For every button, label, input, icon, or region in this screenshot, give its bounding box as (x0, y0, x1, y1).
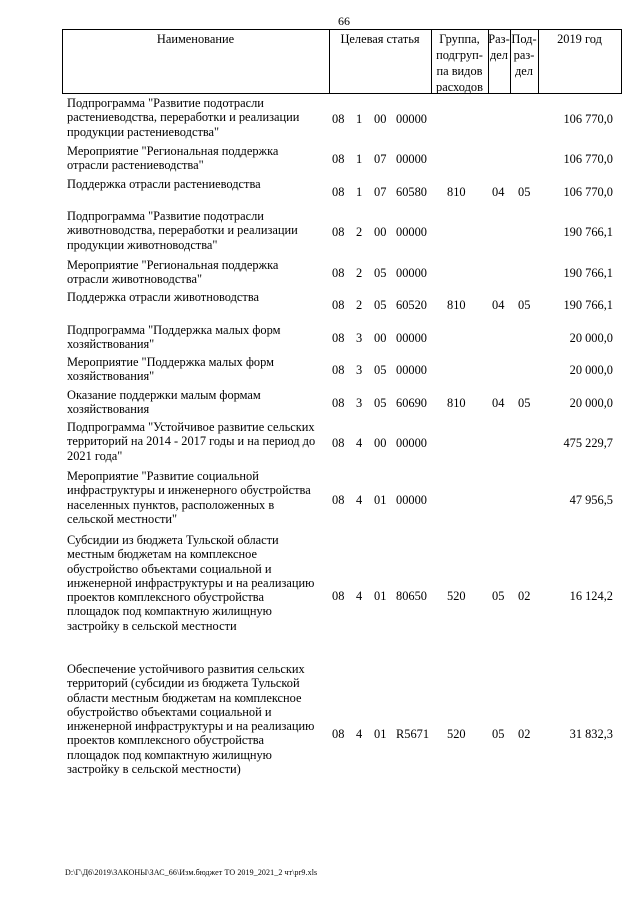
row-name-line: Поддержка отрасли растениеводства (67, 177, 261, 191)
header-name: Наименование (156, 32, 235, 46)
row-name (67, 258, 329, 287)
row-name-line: площадок под компактную жилищную (67, 604, 272, 619)
row-name-line: хозяйствования" (67, 369, 155, 384)
code-event: 00 (374, 331, 387, 345)
row-name-line: растениеводства, переработки и реализации (67, 110, 300, 125)
row-name-line: Подпрограмма "Устойчивое развитие сельских (67, 420, 315, 434)
code-program: 08 (332, 331, 345, 345)
code-subprogram: 4 (356, 589, 363, 603)
header-target-article: Целевая статья (340, 32, 420, 46)
row-name-line: Поддержка отрасли животноводства (67, 290, 260, 304)
code-program: 08 (332, 589, 345, 603)
code-program: 08 (332, 185, 345, 199)
row-name-line: застройку в сельской местности (67, 618, 237, 633)
code-direction: 00000 (396, 266, 427, 280)
amount-2019: 20 000,0 (569, 363, 613, 377)
row-name-line: площадок под компактную жилищную (67, 747, 272, 762)
page-number: 66 (338, 14, 350, 28)
code-direction: 60690 (396, 396, 427, 410)
section-code: 05 (492, 589, 505, 603)
code-event: 00 (374, 225, 387, 239)
row-name-line: Мероприятие "Региональная поддержка (67, 144, 279, 158)
row-name (67, 144, 329, 173)
subsection-code: 05 (518, 298, 531, 312)
row-name-line: обустройство объектами социальной и (67, 704, 272, 719)
expense-group: 810 (447, 396, 466, 410)
row-name (67, 469, 329, 526)
code-direction: 00000 (396, 436, 427, 450)
code-program: 08 (332, 298, 345, 312)
code-program: 08 (332, 493, 345, 507)
code-event: 05 (374, 396, 387, 410)
code-event: 01 (374, 589, 387, 603)
row-name-line: продукции животноводства" (67, 237, 218, 252)
code-program: 08 (332, 225, 345, 239)
row-name-line: хозяйствования (67, 402, 150, 417)
expense-group: 520 (447, 589, 466, 603)
subsection-code: 05 (518, 396, 531, 410)
row-name-line: Мероприятие "Развитие социальной (67, 469, 259, 483)
row-name-line: Обеспечение устойчивого развития сельских (67, 662, 305, 676)
amount-2019: 31 832,3 (569, 727, 613, 741)
amount-2019: 20 000,0 (569, 331, 613, 345)
table-header (62, 29, 622, 94)
row-name-line: Подпрограмма "Развитие подотрасли (67, 209, 264, 223)
row-name-line: Мероприятие "Региональная поддержка (67, 258, 279, 272)
row-name-line: области местным бюджетам на комплексное (67, 690, 302, 705)
row-name-line: обустройство объектами социальной и (67, 561, 272, 576)
code-event: 05 (374, 298, 387, 312)
code-event: 07 (374, 152, 387, 166)
row-name-line: инфраструктуры и инженерного обустройства (67, 483, 311, 498)
amount-2019: 106 770,0 (563, 185, 613, 199)
expense-group: 810 (447, 185, 466, 199)
row-name-line: местным бюджетам на комплексное (67, 547, 258, 562)
code-program: 08 (332, 396, 345, 410)
code-program: 08 (332, 363, 345, 377)
header-year: 2019 год (557, 32, 602, 46)
code-direction: 00000 (396, 112, 427, 126)
code-subprogram: 4 (356, 493, 363, 507)
footer-path: D:\Г\Д6\2019\ЗАКОНЫ\ЗАС_66\Изм.бюджет ТО 2019_2021_2 чт\pr9.xls (65, 868, 318, 877)
code-direction: 60580 (396, 185, 427, 199)
code-subprogram: 3 (356, 363, 363, 377)
code-direction: 00000 (396, 225, 427, 239)
header-group: Группа, подгруп- па видов расходов (436, 32, 483, 94)
amount-2019: 190 766,1 (563, 225, 613, 239)
row-name (67, 209, 329, 252)
row-name (67, 290, 329, 304)
row-name-line: инженерной инфраструктуры и на реализацию (67, 719, 315, 734)
section-code: 05 (492, 727, 505, 741)
row-name-line: Оказание поддержки малым формам (67, 388, 261, 402)
code-direction: 00000 (396, 152, 427, 166)
row-name (67, 533, 329, 633)
code-event: 07 (374, 185, 387, 199)
row-name (67, 662, 329, 776)
row-name (67, 96, 329, 139)
code-subprogram: 2 (356, 298, 363, 312)
row-name-line: населенных пунктов, расположенных в (67, 497, 275, 512)
code-program: 08 (332, 112, 345, 126)
amount-2019: 190 766,1 (563, 266, 613, 280)
code-subprogram: 4 (356, 727, 363, 741)
row-name-line: территорий (субсидии из бюджета Тульской (67, 676, 300, 691)
code-direction: 00000 (396, 331, 427, 345)
code-event: 01 (374, 727, 387, 741)
code-subprogram: 4 (356, 436, 363, 450)
row-name (67, 388, 329, 417)
row-name-line: Мероприятие "Поддержка малых форм (67, 355, 274, 369)
subsection-code: 02 (518, 727, 531, 741)
row-name-line: хозяйствования" (67, 337, 155, 352)
expense-group: 520 (447, 727, 466, 741)
row-name-line: отрасли животноводства" (67, 272, 203, 287)
section-code: 04 (492, 298, 505, 312)
amount-2019: 475 229,7 (563, 436, 613, 450)
row-name-line: застройку в сельской местности) (67, 762, 241, 777)
row-name (67, 355, 329, 384)
row-name-line: сельской местности" (67, 511, 178, 526)
amount-2019: 106 770,0 (563, 152, 613, 166)
row-name (67, 420, 329, 463)
subsection-code: 05 (518, 185, 531, 199)
code-direction: 80650 (396, 589, 427, 603)
section-code: 04 (492, 396, 505, 410)
code-event: 00 (374, 436, 387, 450)
code-program: 08 (332, 727, 345, 741)
row-name-line: Субсидии из бюджета Тульской области (67, 533, 279, 547)
code-subprogram: 3 (356, 331, 363, 345)
row-name-line: отрасли растениеводства" (67, 158, 204, 173)
row-name-line: животноводства, переработки и реализации (67, 223, 298, 238)
row-name-line: инженерной инфраструктуры и на реализацию (67, 575, 315, 590)
code-event: 00 (374, 112, 387, 126)
header-subsection: Под- раз- дел (511, 32, 537, 78)
row-name-line: Подпрограмма "Развитие подотрасли (67, 96, 264, 110)
code-subprogram: 1 (356, 185, 363, 199)
subsection-code: 02 (518, 589, 531, 603)
code-direction: 60520 (396, 298, 427, 312)
code-event: 01 (374, 493, 387, 507)
row-name-line: 2021 года" (67, 448, 123, 463)
code-subprogram: 2 (356, 225, 363, 239)
code-subprogram: 1 (356, 152, 363, 166)
row-name-line: Подпрограмма "Поддержка малых форм (67, 323, 281, 337)
row-name-line: продукции растениеводства" (67, 124, 220, 139)
amount-2019: 106 770,0 (563, 112, 613, 126)
section-code: 04 (492, 185, 505, 199)
row-name (67, 323, 329, 352)
expense-group: 810 (447, 298, 466, 312)
code-event: 05 (374, 363, 387, 377)
amount-2019: 47 956,5 (569, 493, 613, 507)
row-name-line: проектов комплексного обустройства (67, 733, 264, 748)
code-subprogram: 3 (356, 396, 363, 410)
code-direction: R5671 (396, 727, 430, 741)
row-name-line: территорий на 2014 - 2017 годы и на период до (67, 434, 316, 449)
amount-2019: 20 000,0 (569, 396, 613, 410)
code-event: 05 (374, 266, 387, 280)
amount-2019: 16 124,2 (569, 589, 613, 603)
code-direction: 00000 (396, 363, 427, 377)
code-program: 08 (332, 152, 345, 166)
amount-2019: 190 766,1 (563, 298, 613, 312)
row-name (67, 177, 329, 191)
code-program: 08 (332, 266, 345, 280)
code-direction: 00000 (396, 493, 427, 507)
code-subprogram: 2 (356, 266, 363, 280)
code-subprogram: 1 (356, 112, 363, 126)
code-program: 08 (332, 436, 345, 450)
header-section: Раз- дел (488, 32, 510, 62)
row-name-line: проектов комплексного обустройства (67, 590, 264, 605)
